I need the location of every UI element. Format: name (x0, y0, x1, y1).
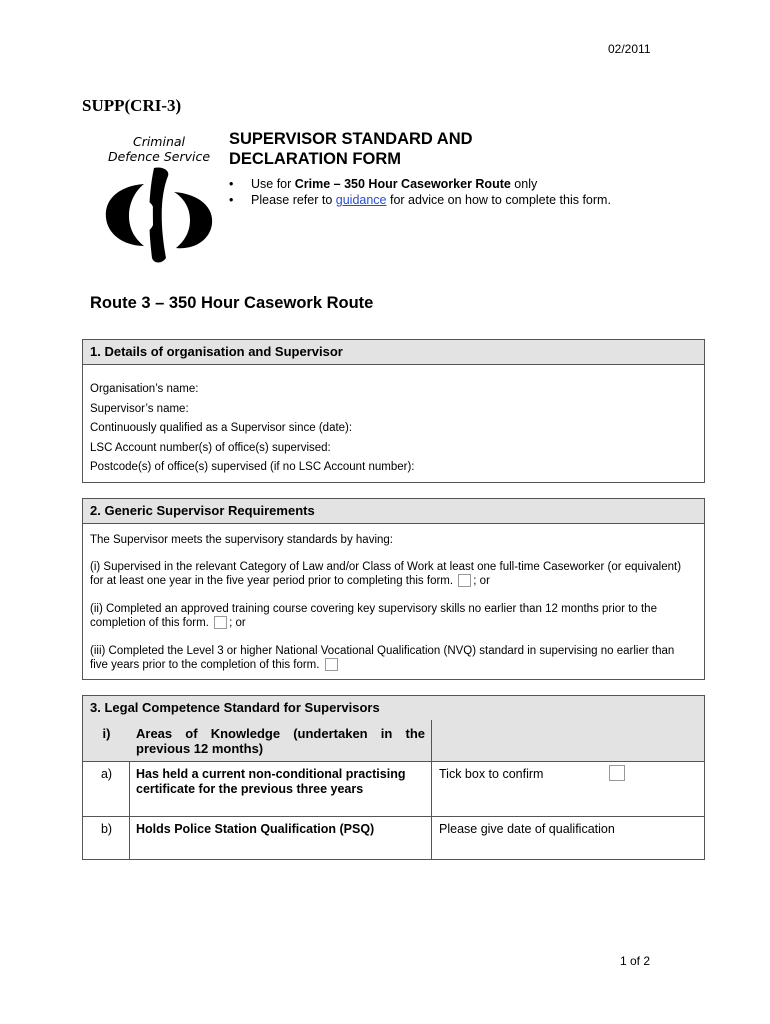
requirement-3-checkbox[interactable] (325, 658, 338, 671)
row-area (130, 762, 431, 816)
instruction-text: Please refer to (251, 193, 336, 207)
table-header-response (432, 720, 704, 761)
instructions-list (229, 176, 611, 208)
route-heading: Route 3 – 350 Hour Casework Route (90, 294, 374, 312)
postcode-field[interactable]: Postcode(s) of office(s) supervised (if no LSC Account number): (90, 461, 415, 473)
cds-logo (96, 130, 222, 265)
requirement-text: (ii) Completed an approved training course covering key supervisory skills no earlier than 12 months prior to the completion of this form. (90, 603, 657, 629)
psq-date-field[interactable] (432, 817, 704, 859)
section-generic-requirements (82, 498, 705, 680)
row-num: a) (100, 767, 113, 781)
table-header-area-text: Areas of Knowledge (undertaken in the previous 12 months) (136, 726, 425, 756)
instruction-text: Use for (251, 177, 295, 191)
guidance-link[interactable]: guidance (335, 193, 387, 207)
instruction-text: only (510, 177, 538, 191)
row-response (432, 762, 704, 816)
requirement-1-checkbox[interactable] (458, 574, 471, 587)
cds-logo-icon (96, 166, 222, 266)
bullet-icon: • (229, 177, 234, 191)
table-row (83, 762, 130, 816)
requirement-suffix: ; or (473, 575, 490, 587)
section-heading: 2. Generic Supervisor Requirements (83, 499, 704, 524)
requirement-item-3 (90, 644, 695, 672)
form-title (229, 129, 559, 169)
section-legal-competence (82, 695, 705, 860)
page-number: 1 of 2 (620, 954, 651, 968)
practising-certificate-checkbox[interactable] (609, 765, 625, 781)
requirement-item-2 (90, 602, 695, 630)
qualified-since-field[interactable]: Continuously qualified as a Supervisor since (date): (90, 422, 353, 434)
requirements-intro: The Supervisor meets the supervisory standards by having: (90, 534, 393, 546)
requirement-text: (iii) Completed the Level 3 or higher National Vocational Qualification (NVQ) standard in supervising no earlier than five years prior to the completion of this form. (90, 645, 675, 671)
requirement-suffix: ; or (229, 617, 246, 629)
row-area-text: Holds Police Station Qualification (PSQ) (136, 822, 375, 836)
supervisor-name-field[interactable]: Supervisor’s name: (90, 403, 189, 415)
row-num: b) (100, 822, 113, 836)
section-heading: 3. Legal Competence Standard for Supervisors (83, 696, 704, 721)
row-area (130, 817, 431, 859)
instruction-route-text: Crime – 350 Hour Caseworker Route (294, 177, 511, 191)
form-code: SUPP(CRI-3) (82, 96, 182, 115)
table-header-area (130, 720, 431, 761)
row-response-text: Please give date of qualification (439, 822, 615, 836)
row-area-text: Has held a current non-conditional practising certificate for the previous three years (136, 767, 406, 796)
section-organisation-details (82, 339, 705, 483)
row-response-text: Tick box to confirm (439, 767, 544, 781)
requirement-item-1 (90, 560, 695, 588)
table-row (83, 817, 130, 859)
form-date: 02/2011 (608, 42, 651, 56)
instruction-item (229, 176, 611, 192)
instruction-text: for advice on how to complete this form. (386, 193, 611, 207)
requirement-text: (i) Supervised in the relevant Category of Law and/or Class of Work at least one full-time Caseworker (or equivalent) for at least one year in the five year period prior to completing this form. (90, 561, 682, 587)
form-title-line1: SUPERVISOR STANDARD AND (229, 130, 473, 148)
bullet-icon: • (229, 193, 234, 207)
section-heading: 1. Details of organisation and Supervisor (83, 340, 704, 365)
table-header-num (83, 720, 130, 761)
form-title-line2: DECLARATION FORM (229, 150, 402, 168)
organisation-name-field[interactable]: Organisation’s name: (90, 383, 199, 395)
table-header-num-text: i) (102, 726, 111, 741)
logo-text-line2: Defence Service (107, 149, 211, 164)
instruction-item (229, 192, 611, 208)
logo-text-line1: Criminal (132, 134, 186, 149)
lsc-account-field[interactable]: LSC Account number(s) of office(s) supervised: (90, 442, 331, 454)
requirement-2-checkbox[interactable] (214, 616, 227, 629)
